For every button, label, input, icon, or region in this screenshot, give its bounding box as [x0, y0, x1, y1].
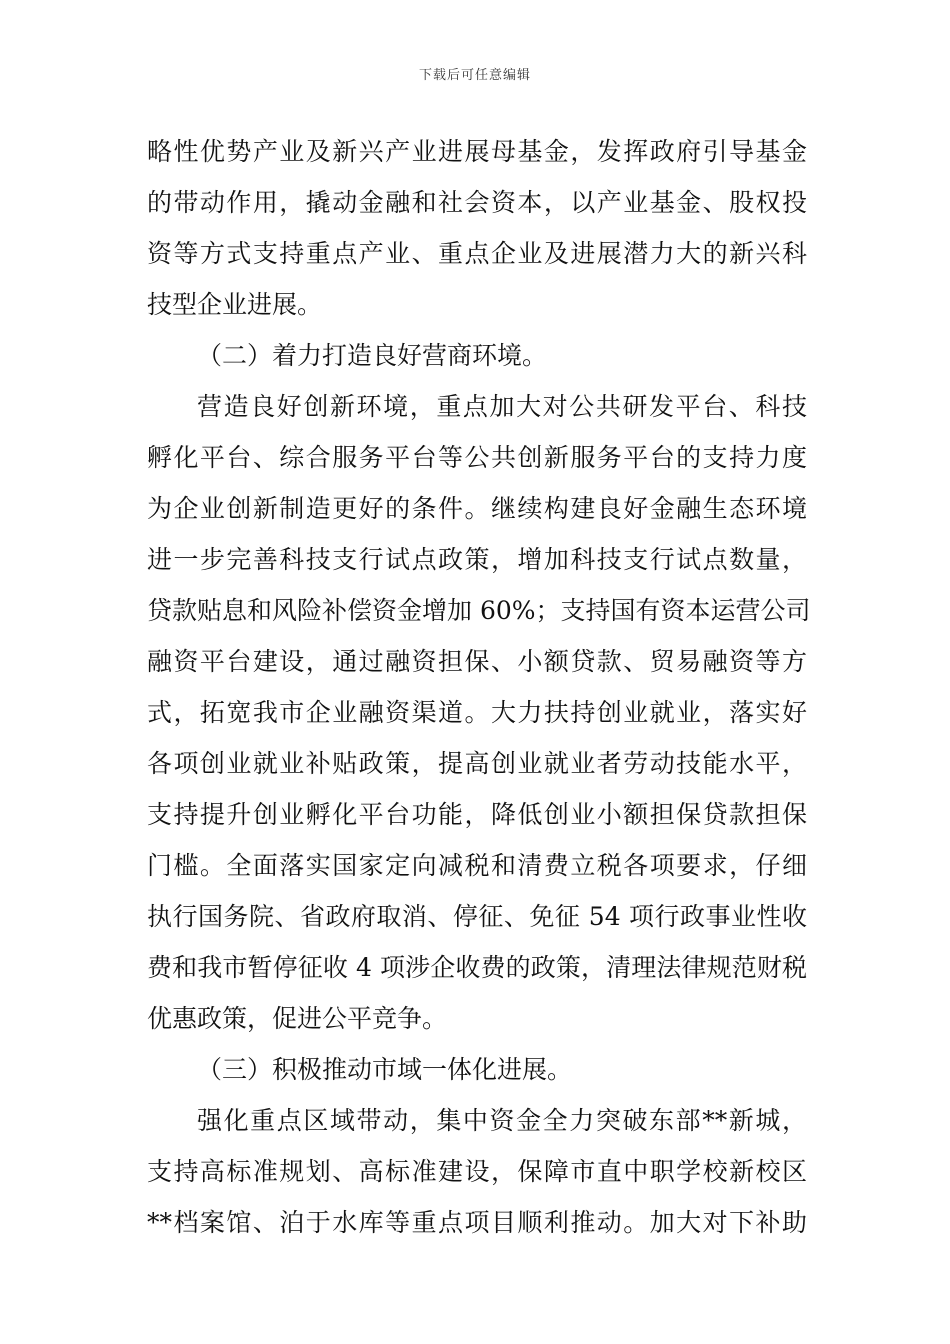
text-line: 略性优势产业及新兴产业进展母基金，发挥政府引导基金 [147, 137, 807, 166]
text-line: 支持提升创业孵化平台功能，降低创业小额担保贷款担保 [147, 800, 807, 829]
text-line: 技型企业进展。 [147, 290, 323, 319]
section-heading: （二）着力打造良好营商环境。 [197, 341, 548, 370]
text-line: 式，拓宽我市企业融资渠道。大力扶持创业就业，落实好 [147, 698, 807, 727]
text-line: 执行国务院、省政府取消、停征、免征 54 项行政事业性收 [147, 902, 807, 931]
text-line: 资等方式支持重点产业、重点企业及进展潜力大的新兴科 [147, 239, 807, 268]
text-line: 费和我市暂停征收 4 项涉企收费的政策，清理法律规范财税 [147, 953, 807, 982]
text-line: 融资平台建设，通过融资担保、小额贷款、贸易融资等方 [147, 647, 807, 676]
text-line: 为企业创新制造更好的条件。继续构建良好金融生态环境 [147, 494, 807, 523]
text-line: 贷款贴息和风险补偿资金增加 60%；支持国有资本运营公司 [147, 596, 811, 625]
text-line: 门槛。全面落实国家定向减税和清费立税各项要求，仔细 [147, 851, 807, 880]
text-line: 进一步完善科技支行试点政策，增加科技支行试点数量， [147, 545, 807, 574]
text-line: 支持高标准规划、高标准建设，保障市直中职学校新校区 [147, 1157, 807, 1186]
text-line: **档案馆、泊于水库等重点项目顺利推动。加大对下补助 [147, 1208, 807, 1237]
text-line: 的带动作用，撬动金融和社会资本，以产业基金、股权投 [147, 188, 807, 217]
section-heading: （三）积极推动市域一体化进展。 [197, 1055, 573, 1084]
text-line: 营造良好创新环境，重点加大对公共研发平台、科技 [197, 392, 807, 421]
header-note: 下载后可任意编辑 [418, 68, 531, 83]
text-line: 各项创业就业补贴政策，提高创业就业者劳动技能水平， [147, 749, 807, 778]
text-line: 孵化平台、综合服务平台等公共创新服务平台的支持力度 [147, 443, 807, 472]
text-line: 优惠政策，促进公平竞争。 [147, 1004, 448, 1033]
document-body [147, 126, 811, 1248]
text-line: 强化重点区域带动，集中资金全力突破东部**新城， [197, 1106, 807, 1135]
